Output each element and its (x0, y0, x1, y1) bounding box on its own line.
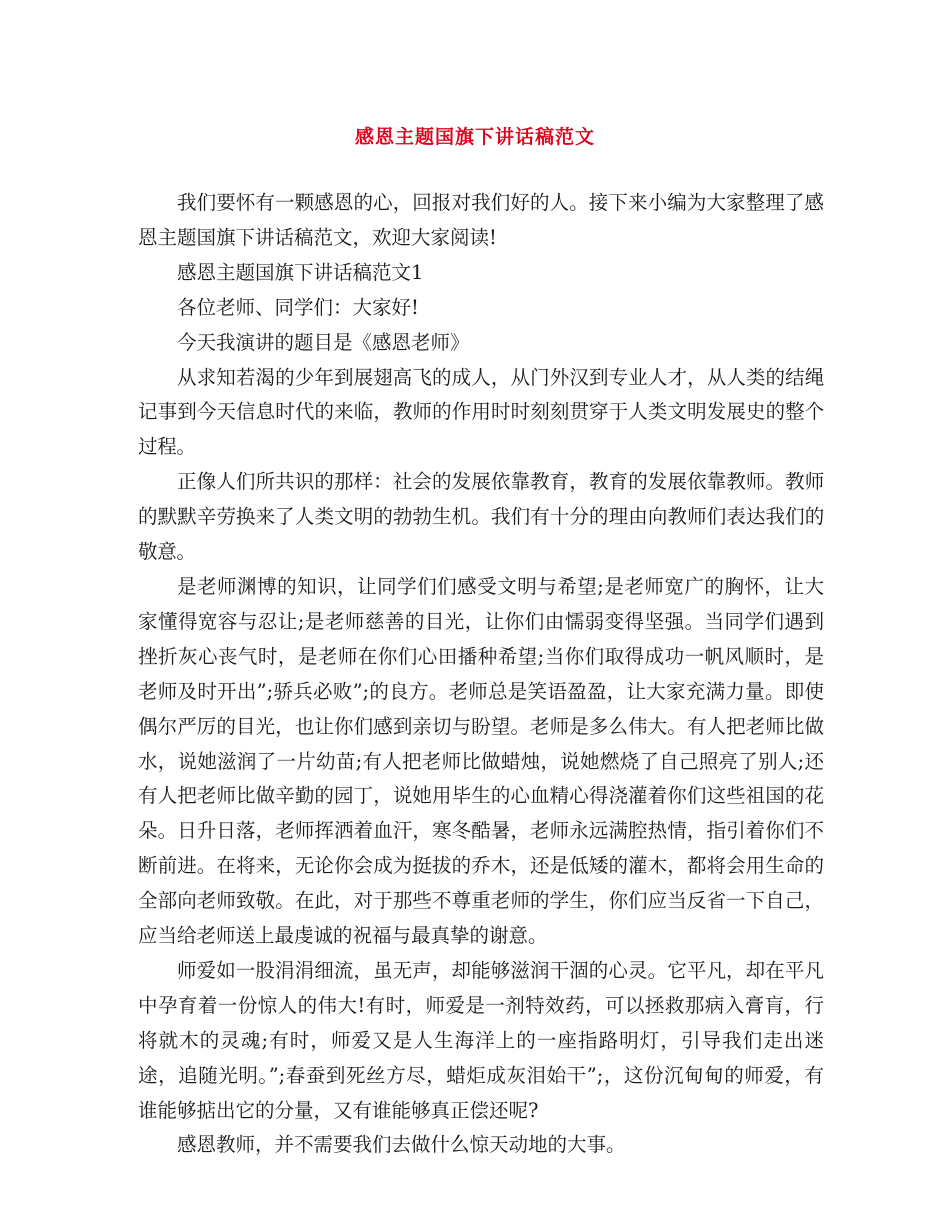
paragraph: 师爱如一股涓涓细流，虽无声，却能够滋润干涸的心灵。它平凡，却在平凡中孕育着一份惊人的伟大!有时，师爱是一剂特效药，可以拯救那病入膏肓，行将就木的灵魂;有时，师爱又是人生海洋上的一座指路明灯，引导我们走出迷途，追随光明。”;春蚕到死丝方尽，蜡炬成灰泪始干”;，这份沉甸甸的师爱，有谁能够掂出它的分量，又有谁能够真正偿还呢? (138, 958, 824, 1122)
paragraph-topic: 今天我演讲的题目是《感恩老师》 (177, 330, 470, 354)
paragraph: 感恩教师，并不需要我们去做什么惊天动地的大事。 (177, 1133, 626, 1157)
paragraph-greeting: 各位老师、同学们：大家好! (177, 295, 419, 319)
document-title: 感恩主题国旗下讲话稿范文 (354, 126, 595, 148)
paragraph-intro: 我们要怀有一颗感恩的心，回报对我们好的人。接下来小编为大家整理了感恩主题国旗下讲话稿范文，欢迎大家阅读! (138, 191, 824, 249)
document-body (138, 186, 824, 1163)
paragraph: 从求知若渴的少年到展翅高飞的成人，从门外汉到专业人才，从人类的结绳记事到今天信息时代的来临，教师的作用时时刻刻贯穿于人类文明发展史的整个过程。 (138, 365, 824, 459)
paragraph-subtitle: 感恩主题国旗下讲话稿范文1 (177, 260, 424, 284)
paragraph: 正像人们所共识的那样：社会的发展依靠教育，教育的发展依靠教师。教师的默默辛劳换来了人类文明的勃勃生机。我们有十分的理由向教师们表达我们的敬意。 (138, 470, 824, 564)
paragraph: 是老师渊博的知识，让同学们们感受文明与希望;是老师宽广的胸怀，让大家懂得宽容与忍让;是老师慈善的目光，让你们由懦弱变得坚强。当同学们遇到挫折灰心丧气时，是老师在你们心田播种希望;当你们取得成功一帆风顺时，是老师及时开出”;骄兵必败”;的良方。老师总是笑语盈盈，让大家充满力量。即使偶尔严厉的目光，也让你们感到亲切与盼望。老师是多么伟大。有人把老师比做水，说她滋润了一片幼苗;有人把老师比做蜡烛，说她燃烧了自己照亮了别人;还有人把老师比做辛勤的园丁，说她用毕生的心血精心得浇灌着你们这些祖国的花朵。日升日落，老师挥洒着血汗，寒冬酷暑，老师永远满腔热情，指引着你们不断前进。在将来，无论你会成为挺拔的乔木，还是低矮的灌木，都将会用生命的全部向老师致敬。在此，对于那些不尊重老师的学生，你们应当反省一下自己，应当给老师送上最虔诚的祝福与最真挚的谢意。 (138, 574, 824, 948)
